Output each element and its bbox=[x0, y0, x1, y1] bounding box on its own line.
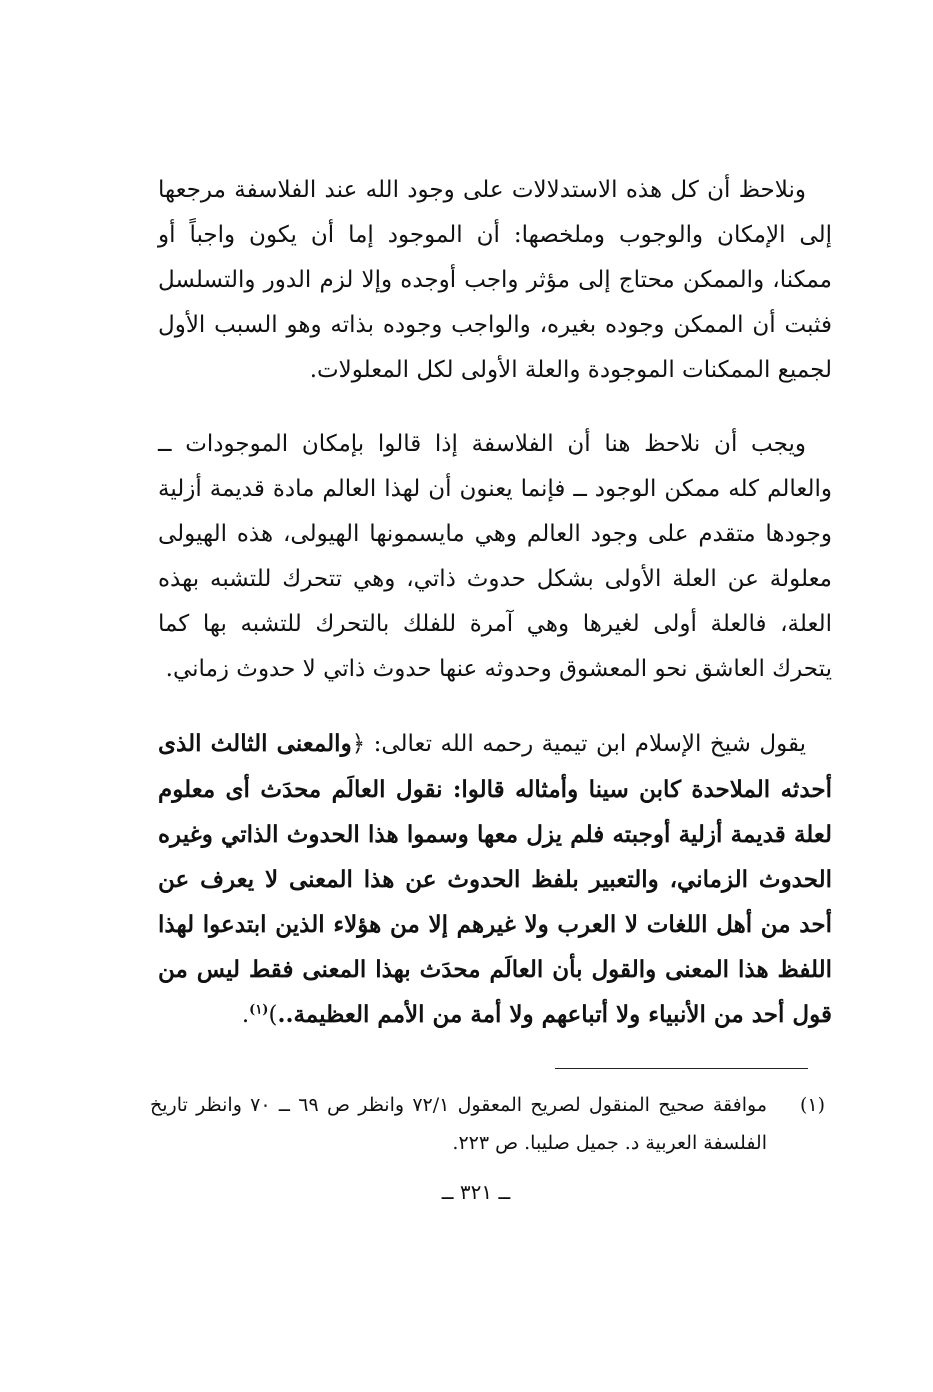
sentence-end: . bbox=[241, 1002, 250, 1028]
main-text bbox=[158, 168, 832, 1067]
paragraph-3-quotation bbox=[158, 721, 832, 1038]
footnote bbox=[150, 1086, 825, 1162]
footnote-marker: (١) bbox=[799, 1094, 825, 1116]
quotation-close: ) bbox=[268, 1002, 278, 1028]
footnote-reference: (١) bbox=[249, 1002, 269, 1018]
paragraph-2: ويجب أن نلاحظ هنا أن الفلاسفة إذا قالوا بإمكان الموجودات ــ والعالم كله ممكن الوجود ــ فإنما يعنون أن لهذا العالم مادة قديمة أزلية وجودها متقدم على وجود العالم وهي مايسمونها الهيولى، هذه الهيولى معلولة عن العلة الأولى بشكل حدوث ذاتي، وهي تتحرك للتشبه بهذه العلة، فالعلة أولى لغيرها وهي آمرة للفلك بالتحرك للتشبه بها كما يتحرك العاشق نحو المعشوق وحدوثه عنها حدوث ذاتي لا حدوث زماني. bbox=[158, 431, 832, 682]
quotation-intro: يقول شيخ الإسلام ابن تيمية رحمه الله تعالى: ﴿ bbox=[351, 731, 806, 757]
page-number: ــ ٣٢١ ــ bbox=[441, 1180, 511, 1204]
footnote-separator bbox=[555, 1068, 808, 1069]
paragraph-1: ونلاحظ أن كل هذه الاستدلالات على وجود الله عند الفلاسفة مرجعها إلى الإمكان والوجوب وملخصها: أن الموجود إما أن يكون واجباً أو ممكنا، والممكن محتاج إلى مؤثر واجب أوجده وإلا لزم الدور والتسلسل فثبت أن الممكن وجوده بغيره، والواجب وجوده بذاته وهو السبب الأول لجميع الممكنات الموجودة والعلة الأولى لكل المعلولات. bbox=[158, 177, 832, 383]
footnote-text: موافقة صحيح المنقول لصريح المعقول ٧٢/١ وانظر ص ٦٩ ــ ٧٠ وانظر تاريخ الفلسفة العربية د. جميل صليبا. ص ٢٢٣. bbox=[150, 1094, 768, 1154]
quoted-text: والمعنى الثالث الذى أحدثه الملاحدة كابن سينا وأمثاله قالوا: نقول العالَم محدَث أى معلوم لعلة قديمة أزلية أوجبته فلم يزل معها وسموا هذا الحدوث الذاتي وغيره الحدوث الزماني، والتعبير بلفظ الحدوث عن هذا المعنى لا يعرف عن أحد من أهل اللغات لا العرب ولا غيرهم إلا من هؤلاء الذين ابتدعوا لهذا اللفظ هذا المعنى والقول بأن العالَم محدَث بهذا المعنى فقط ليس من قول أحد من الأنبياء ولا أتباعهم ولا أمة من الأمم العظيمة.. bbox=[158, 730, 832, 1028]
